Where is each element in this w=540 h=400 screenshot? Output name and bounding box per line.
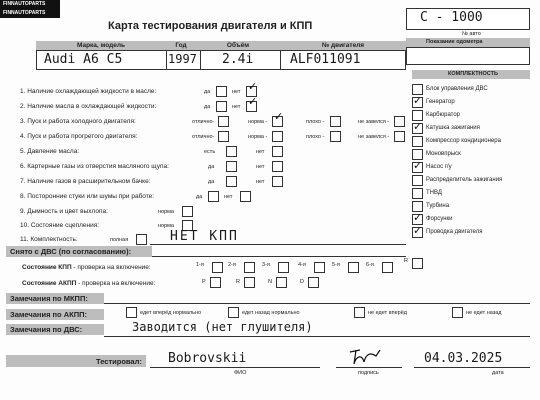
year-value: 1997 <box>168 52 197 66</box>
checkbox-row3-bad[interactable] <box>330 116 341 127</box>
checkbox-gear-3[interactable] <box>278 262 289 273</box>
check-row-label: 8. Посторонние стуки или шумы при работе: <box>20 193 155 200</box>
check-row-label: 3. Пуск и работа холодного двигателя: <box>20 118 136 125</box>
volume-header: Объём <box>226 42 250 49</box>
completeness-item-generator: Генератор <box>426 99 455 105</box>
completeness-item-ecu: Блок управления ДВС <box>426 86 488 92</box>
checkbox-auto-r[interactable] <box>244 277 255 288</box>
akpp-remarks-label: Замечания по АКПП: <box>10 310 87 319</box>
checkbox-row9-norm[interactable] <box>182 206 193 217</box>
checkbox-row1-yes[interactable] <box>216 86 227 97</box>
completeness-item-ignition-coil: Катушка зажигания <box>426 125 480 131</box>
checkbox-row4-excellent[interactable] <box>218 131 229 142</box>
volume-value: 2.4i <box>222 52 254 67</box>
completeness-item-ac-compressor: Компрессор кондиционера <box>426 138 501 144</box>
dvs-remarks-text: Заводится (нет глушителя) <box>132 320 313 334</box>
manual-gearbox-label: Состояние КПП - проверка на включение: <box>22 264 151 271</box>
checkbox-gear-reverse[interactable] <box>412 258 423 269</box>
checkbox-row4-bad[interactable] <box>330 131 341 142</box>
checkbox-injection-pump[interactable] <box>412 188 423 199</box>
fio-label: ФИО <box>234 370 247 376</box>
checkbox-row6-no[interactable] <box>272 161 283 172</box>
checkbox-row4-not-started[interactable] <box>394 131 405 142</box>
year-header: Год <box>175 42 187 49</box>
checkbox-auto-p[interactable] <box>210 277 221 288</box>
check-row-label: 2. Наличие масла в охлаждающей жидкости: <box>20 103 157 110</box>
checkbox-reverse-normal[interactable] <box>228 307 239 318</box>
checkbox-carburetor[interactable] <box>412 110 423 121</box>
checkbox-distributor[interactable] <box>412 175 423 186</box>
brand-model-header: Марка, модель <box>76 42 126 49</box>
check-row-label: 5. Давление масла: <box>20 148 80 155</box>
checkbox-row5-no[interactable] <box>272 146 283 157</box>
checkbox-row8-no[interactable] <box>240 191 251 202</box>
test-card-document: FINNAUTOPARTS FINNAUTOPARTS Карта тестирования двигателя и КПП C - 1000 № авто Показание одометра Марка, модель Год Объём № двигателя Audi A6 C5 1997 2.4i ALF011091 КОМПЛЕКТНОСТЬ Блок управления ДВС ✓ Генератор Карбюратор ✓ Катушка зажигания Компрессор кондиционера Моновпрыск ✓ Насос г/у Распределитель зажигания ТНВД Турбина ✓ Форсунки ✓ Проводка двигателя 1. Наличие охлаждающей жидкости в масле: да нет ✓ 2. Наличие масла в охлаждающей жидкости: да нет ✓ 3. Пуск и работа холодного двигателя: отлично- норма - ✓ плохо - не завелся - 4. Пуск и работа прогретого двигателя: отлично- норма - плохо - не завелся - 5. Давление масла: есть нет 6. Картерные газы из отверстия масляного щупа: да нет 7. Наличие газов в расширительном бачке: да нет 8. Посторонние стуки или шумы при работе: да нет 9. Дымность и цвет выхлопа: норма 10. Состояние сцепления: норма 11. Комплектность: полная НЕТ КПП Снято с ДВС (по согласованию): Состояние КПП - проверка на включение: 1-я 2-я 3-я 4-я 5-я 6-я R Состояние АКПП - проверка на включение: P R N D Замечания по МКПП: Замечания по АКПП: едет вперёд нормально едет назад нормально не едет вперёд не едет назад Замечания по ДВС: Заводится (нет глушителя) Тестировал: Bobrovskii ФИО подпись 04.03.2025 дата <box>0 0 540 400</box>
checkbox-gear-2[interactable] <box>244 262 255 273</box>
check-row-label: 10. Состояние сцепления: <box>20 222 100 229</box>
odometer-value-box <box>406 47 530 65</box>
checkbox-ecu[interactable] <box>412 84 423 95</box>
tested-by-label: Тестировал: <box>96 357 142 366</box>
checkbox-no-forward[interactable] <box>354 307 365 318</box>
checkbox-row6-yes[interactable] <box>226 161 237 172</box>
check-row-label: 7. Наличие газов в расширительном бачке: <box>20 178 151 185</box>
check-row-label: 1. Наличие охлаждающей жидкости в масле: <box>20 88 157 95</box>
engine-number-header: № двигателя <box>321 42 365 49</box>
check-row-label: 6. Картерные газы из отверстия масляного щупа: <box>20 163 169 170</box>
completeness-item-engine-wiring: Проводка двигателя <box>426 229 483 235</box>
date-label: дата <box>492 370 504 376</box>
checkbox-gear-5[interactable] <box>348 262 359 273</box>
checkbox-row7-no[interactable] <box>272 176 283 187</box>
removed-title: Снято с ДВС (по согласованию): <box>10 247 132 256</box>
completeness-item-injectors: Форсунки <box>426 216 453 222</box>
check-mark-icon: ✓ <box>413 121 423 133</box>
dvs-remarks-label: Замечания по ДВС: <box>10 325 83 334</box>
check-mark-icon: ✓ <box>248 81 258 93</box>
checkbox-row8-yes[interactable] <box>208 191 219 202</box>
checkbox-no-reverse[interactable] <box>452 307 463 318</box>
checkbox-row4-normal[interactable] <box>272 131 283 142</box>
checkbox-forward-normal[interactable] <box>126 307 137 318</box>
checkbox-ac-compressor[interactable] <box>412 136 423 147</box>
checkbox-row3-excellent[interactable] <box>218 116 229 127</box>
checkbox-row7-yes[interactable] <box>226 176 237 187</box>
check-row-label: 11. Комплектность: <box>20 236 78 243</box>
check-mark-icon: ✓ <box>413 160 423 172</box>
checkbox-auto-n[interactable] <box>276 277 287 288</box>
checkbox-gear-4[interactable] <box>314 262 325 273</box>
odometer-label: Показание одометра <box>426 39 483 45</box>
watermark-logo: FINNAUTOPARTS FINNAUTOPARTS <box>0 0 60 18</box>
checkbox-row2-yes[interactable] <box>216 101 227 112</box>
completeness-item-carburetor: Карбюратор <box>426 112 461 118</box>
completeness-item-power-steering-pump: Насос г/у <box>426 164 452 170</box>
car-number-label: № авто <box>462 31 481 37</box>
check-row-label: 4. Пуск и работа прогретого двигателя: <box>20 133 138 140</box>
checkbox-mono-injection[interactable] <box>412 149 423 160</box>
checkbox-auto-d[interactable] <box>308 277 319 288</box>
checkbox-row11-full[interactable] <box>136 234 147 245</box>
check-row-label: 9. Дымность и цвет выхлопа: <box>20 208 108 215</box>
signature-label: подпись <box>358 370 379 376</box>
completeness-note: НЕТ КПП <box>170 229 239 244</box>
car-number-value: C - 1000 <box>420 10 483 25</box>
completeness-item-injection-pump: ТНВД <box>426 190 442 196</box>
completeness-item-turbo: Турбина <box>426 203 450 209</box>
checkbox-row5-present[interactable] <box>226 146 237 157</box>
engine-number-value: ALF011091 <box>290 52 361 67</box>
check-mark-icon: ✓ <box>274 111 284 123</box>
checkbox-gear-6[interactable] <box>382 262 393 273</box>
checkbox-row3-not-started[interactable] <box>394 116 405 127</box>
checkbox-gear-1[interactable] <box>212 262 223 273</box>
checkbox-turbo[interactable] <box>412 201 423 212</box>
brand-model-value: Audi A6 C5 <box>44 52 123 67</box>
document-title: Карта тестирования двигателя и КПП <box>108 20 313 32</box>
check-mark-icon: ✓ <box>413 95 423 107</box>
completeness-item-mono-injection: Моновпрыск <box>426 151 461 157</box>
completeness-title: КОМПЛЕКТНОСТЬ <box>448 71 498 77</box>
auto-gearbox-label: Состояние АКПП - проверка на включение: <box>22 280 156 287</box>
check-mark-icon: ✓ <box>413 212 423 224</box>
check-mark-icon: ✓ <box>248 96 258 108</box>
date-value: 04.03.2025 <box>424 351 503 366</box>
completeness-item-distributor: Распределитель зажигания <box>426 177 503 183</box>
mkpp-remarks-label: Замечания по МКПП: <box>10 294 88 303</box>
tester-name: Bobrovskii <box>168 351 247 366</box>
check-mark-icon: ✓ <box>413 225 423 237</box>
